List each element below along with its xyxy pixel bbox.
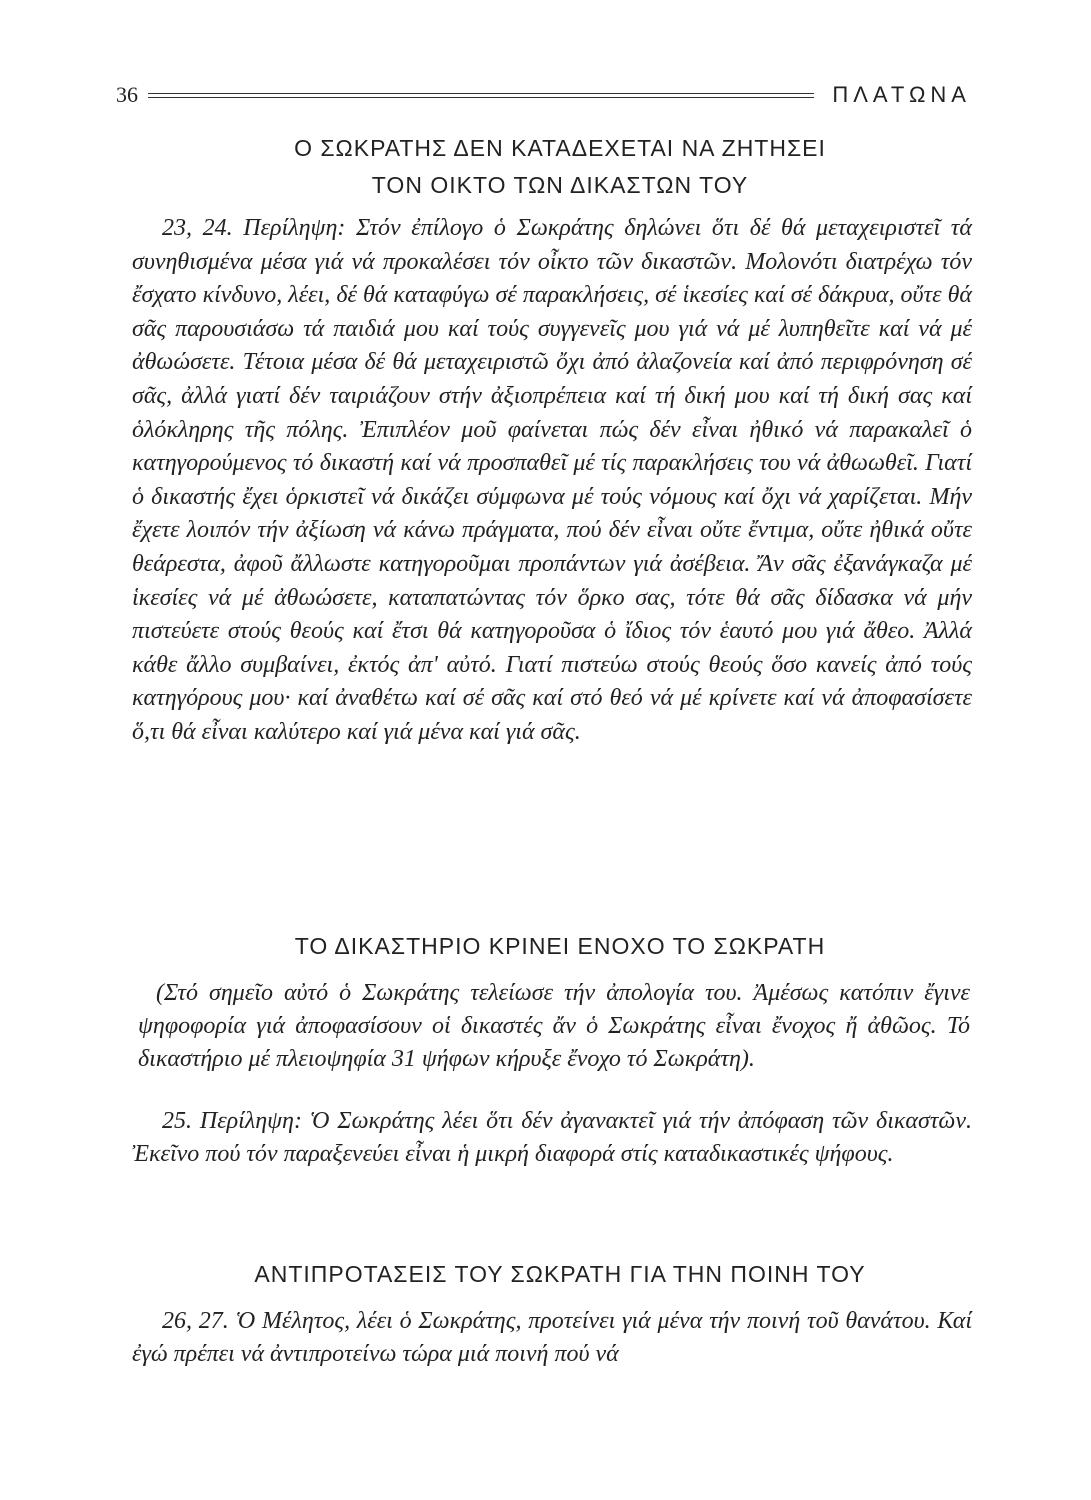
- summary-paragraph-26-27: 26, 27. Ὁ Μέλητος, λέει ὁ Σωκράτης, προτείνει γιά μένα τήν ποινή τοῦ θανάτου. Καί ἐγώ πρέπει νά ἀντιπροτείνω τώρα μιά ποινή πού νά: [132, 1308, 972, 1367]
- section-title-counterproposals: ΑΝΤΙΠΡΟΤΑΣΕΙΣ ΤΟΥ ΣΩΚΡΑΤΗ ΓΙΑ ΤΗΝ ΠΟΙΝΗ ΤΟΥ: [254, 1261, 866, 1287]
- section-title-court-verdict: ΤΟ ΔΙΚΑΣΤΗΡΙΟ ΚΡΙΝΕΙ ΕΝΟΧΟ ΤΟ ΣΩΚΡΑΤΗ: [294, 933, 826, 959]
- verdict-note: (Στό σημεῖο αὐτό ὁ Σωκράτης τελείωσε τήν ἀπολογία του. Ἀμέσως κατόπιν ἔγινε ψηφοφορία γιά ἀποφασίσουν οἱ δικαστές ἄν ὁ Σωκράτης εἶναι ἔνοχος ἤ ἀθῶος. Τό δικαστήριο μέ πλειοψηφία 31 ψήφων κήρυξε ἔνοχο τό Σωκράτη).: [138, 980, 970, 1072]
- summary-paragraph-23-24: 23, 24. Περίληψη: Στόν ἐπίλογο ὁ Σωκράτης δηλώνει ὅτι δέ θά μεταχειριστεῖ τά συνηθισμένα μέσα γιά νά προκαλέσει τόν οἶκτο τῶν δικαστῶν. Μολονότι διατρέχω τόν ἔσχατο κίνδυνο, λέει, δέ θά καταφύγω σέ παρακλήσεις, σέ ἱκεσίες καί σέ δάκρυα, οὔτε θά σᾶς παρουσιάσω τά παιδιά μου καί τούς συγγενεῖς μου γιά νά μέ λυπηθεῖτε καί νά μέ ἀθωώσετε. Τέτοια μέσα δέ θά μεταχειριστῶ ὄχι ἀπό ἀλαζονεία καί ἀπό περιφρόνηση σέ σᾶς, ἀλλά γιατί δέν ταιριάζουν στήν ἀξιοπρέπεια καί τή δική μου καί τή δική σας καί ὁλόκληρης τῆς πόλης. Ἐπιπλέον μοῦ φαίνεται πώς δέν εἶναι ἠθικό νά παρακαλεῖ ὁ κατηγορούμενος τό δικαστή καί νά προσπαθεῖ μέ τίς παρακλήσεις του νά ἀθωωθεῖ. Γιατί ὁ δικαστής ἔχει ὁρκιστεῖ νά δικάζει σύμφωνα μέ τούς νόμους καί ὄχι νά χαρίζεται. Μήν ἔχετε λοιπόν τήν ἀξίωση νά κάνω πράγματα, πού δέν εἶναι οὔτε ἔντιμα, οὔτε ἠθικά οὔτε θεάρεστα, ἀφοῦ ἄλλωστε κατηγοροῦμαι προπάντων γιά ἀσέβεια. Ἄν σᾶς ἐξανάγκαζα μέ ἱκεσίες νά μέ ἀθωώσετε, καταπατώντας τόν ὅρκο σας, τότε θά σᾶς δίδασκα νά μήν πιστεύετε στούς θεούς καί ἔτσι θά κατηγοροῦσα ὁ ἴδιος τόν ἑαυτό μου γιά ἄθεο. Ἀλλά κάθε ἄλλο συμβαίνει, ἐκτός ἀπ' αὐτό. Γιατί πιστεύω στούς θεούς ὅσο κανείς ἀπό τούς κατηγόρους μου· καί ἀναθέτω καί σέ σᾶς καί στό θεό νά μέ κρίνετε καί νά ἀποφασίσετε ὅ,τι θά εἶναι καλύτερο καί γιά μένα καί γιά σᾶς.: [132, 215, 972, 745]
- page-number: 36: [116, 82, 138, 107]
- header-double-rule: [148, 93, 814, 98]
- section-title-line-1: Ο ΣΩΚΡΑΤΗΣ ΔΕΝ ΚΑΤΑΔΕΧΕΤΑΙ ΝΑ ΖΗΤΗΣΕΙ: [294, 135, 826, 161]
- summary-paragraph-25: 25. Περίληψη: Ὁ Σωκράτης λέει ὅτι δέν ἀγανακτεῖ γιά τήν ἀπόφαση τῶν δικαστῶν. Ἐκεῖνο πού τόν παραξενεύει εἶναι ἡ μικρή διαφορά στίς καταδικαστικές ψήφους.: [132, 1108, 972, 1167]
- running-head: ΠΛΑΤΩΝΑ: [832, 82, 971, 107]
- section-title-socrates-refuses-pity: [140, 130, 980, 204]
- page-header: [116, 80, 971, 110]
- section-title-line-2: ΤΟΝ ΟΙΚΤΟ ΤΩΝ ΔΙΚΑΣΤΩΝ ΤΟΥ: [371, 172, 749, 198]
